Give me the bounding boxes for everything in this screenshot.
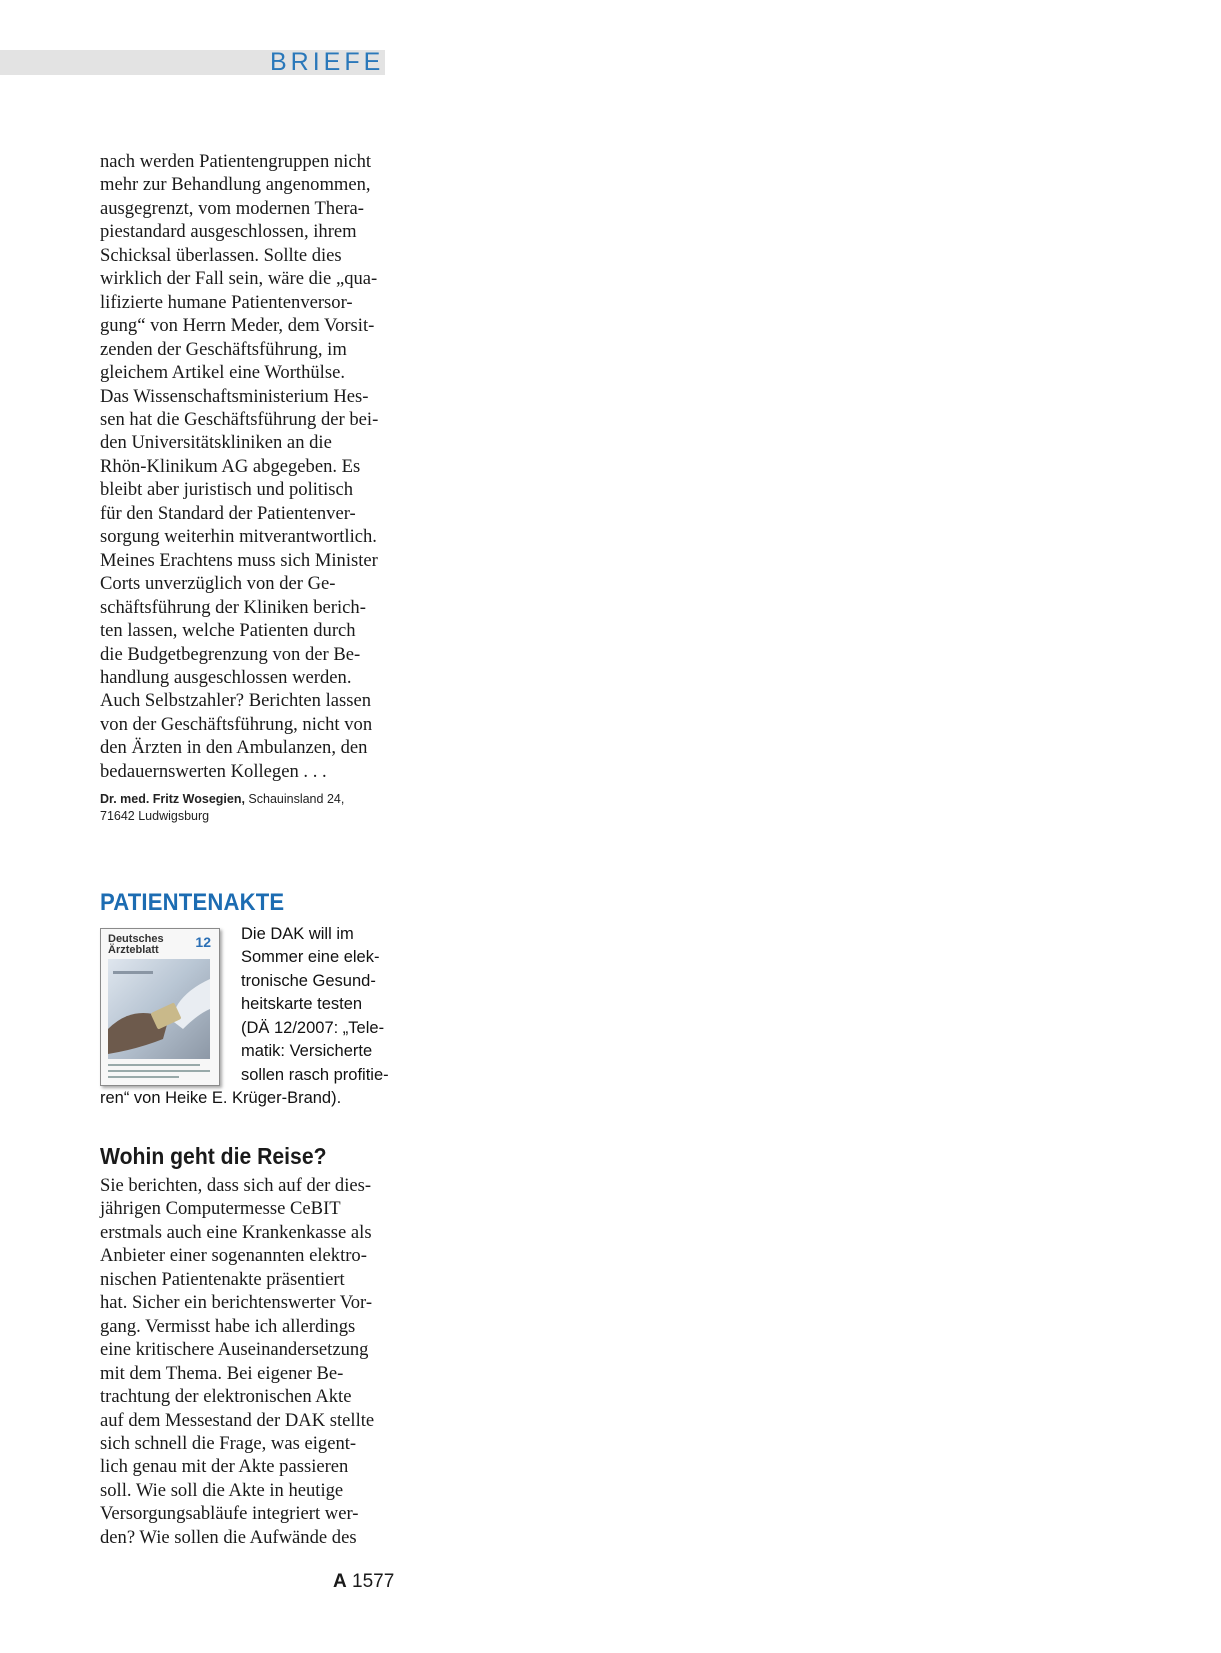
text-line: nach werden Patientengruppen nicht (100, 151, 372, 172)
letter-heading: Wohin geht die Reise? (100, 1143, 327, 1169)
text-line: bleibt aber juristisch und politisch (100, 479, 354, 501)
text-line: Corts unverzüglich von der Ge- (100, 573, 336, 595)
section-label: BRIEFE (270, 48, 385, 76)
text-line: trachtung der elektronischen Akte (100, 1386, 352, 1408)
cover-title: Deutsches Ärzteblatt (108, 933, 164, 956)
letter-body-2 (100, 1174, 390, 1549)
text-line: Schicksal überlassen. Sollte dies (100, 244, 342, 266)
text-line: lifizierte humane Patientenversor- (100, 291, 353, 313)
teaser-line: tronische Gesund- (241, 971, 376, 990)
text-line: mit dem Thema. Bei eigener Be- (100, 1362, 344, 1384)
text-line: jährigen Computermesse CeBIT (100, 1198, 341, 1220)
letter-signature (100, 791, 344, 825)
text-line: piestandard ausgeschlossen, ihrem (100, 221, 357, 243)
text-line: von der Geschäftsführung, nicht von (100, 713, 373, 735)
text-line: lich genau mit der Akte passieren (100, 1456, 349, 1478)
text-line: Anbieter einer sogenannten elektro- (100, 1245, 367, 1267)
text-line: handlung ausgeschlossen werden. (100, 666, 352, 688)
text-line: gung“ von Herrn Meder, dem Vorsit- (100, 315, 375, 337)
text-line: Auch Selbstzahler? Berichten lassen (100, 690, 372, 712)
text-line: Sie berichten, dass sich auf der dies- (100, 1175, 372, 1196)
text-line: ten lassen, welche Patienten durch (100, 620, 356, 642)
teaser-line: Die DAK will im (241, 925, 354, 943)
letter-body-1 (100, 150, 390, 783)
teaser-line: heitskarte testen (241, 995, 363, 1014)
text-line: eine kritischere Auseinandersetzung (100, 1339, 369, 1361)
text-line: bedauernswerten Kollegen . . . (100, 760, 327, 782)
text-line: wirklich der Fall sein, wäre die „qua- (100, 268, 378, 290)
text-line: hat. Sicher ein berichtenswerter Vor- (100, 1292, 373, 1314)
text-line: Das Wissenschaftsministerium Hes- (100, 385, 369, 407)
text-line: sorgung weiterhin mitverantwortlich. (100, 526, 377, 548)
text-line: für den Standard der Patientenver- (100, 502, 356, 524)
text-line: den? Wie sollen die Aufwände des (100, 1526, 357, 1548)
text-line: gleichem Artikel eine Worthülse. (100, 362, 345, 384)
page-number-value: 1577 (346, 1571, 395, 1592)
page-prefix: A (333, 1571, 347, 1592)
teaser-line: (DÄ 12/2007: „Tele- (241, 1018, 385, 1037)
text-line: mehr zur Behandlung angenommen, (100, 174, 371, 196)
text-line: Meines Erachtens muss sich Minister (100, 549, 378, 571)
cover-issue-number: 12 (195, 934, 211, 950)
text-line: erstmals auch eine Krankenkasse als (100, 1221, 372, 1243)
text-line: auf dem Messestand der DAK stellte (100, 1409, 375, 1431)
section-heading: PATIENTENAKTE (100, 889, 285, 916)
text-line: zenden der Geschäftsführung, im (100, 338, 347, 360)
text-line: den Ärzten in den Ambulanzen, den (100, 737, 368, 759)
text-line: sen hat die Geschäftsführung der bei- (100, 408, 379, 430)
text-line: die Budgetbegrenzung von der Be- (100, 643, 361, 665)
page-number (333, 1571, 394, 1593)
author-name: Dr. med. Fritz Wosegien, (100, 792, 245, 806)
text-line: ausgegrenzt, vom modernen Thera- (100, 197, 364, 219)
author-address-city: 71642 Ludwigsburg (100, 809, 210, 823)
teaser-line: sollen rasch profitie- (241, 1065, 389, 1084)
text-line: den Universitätskliniken an die (100, 432, 332, 454)
text-line: gang. Vermisst habe ich allerdings (100, 1315, 356, 1337)
teaser-line: Sommer eine elek- (241, 948, 380, 967)
author-address-street: Schauinsland 24, (244, 792, 345, 806)
text-line: Versorgungsabläufe integriert wer- (100, 1503, 359, 1525)
article-teaser (100, 923, 390, 1111)
text-line: sich schnell die Frage, was eigent- (100, 1432, 357, 1454)
text-line: soll. Wie soll die Akte in heutige (100, 1479, 344, 1501)
teaser-line: ren“ von Heike E. Krüger-Brand). (100, 1089, 342, 1108)
teaser-line: matik: Versicherte (241, 1042, 373, 1061)
text-line: schäftsführung der Kliniken berich- (100, 596, 366, 618)
text-line: nischen Patientenakte präsentiert (100, 1268, 345, 1290)
text-line: Rhön-Klinikum AG abgegeben. Es (100, 455, 361, 477)
